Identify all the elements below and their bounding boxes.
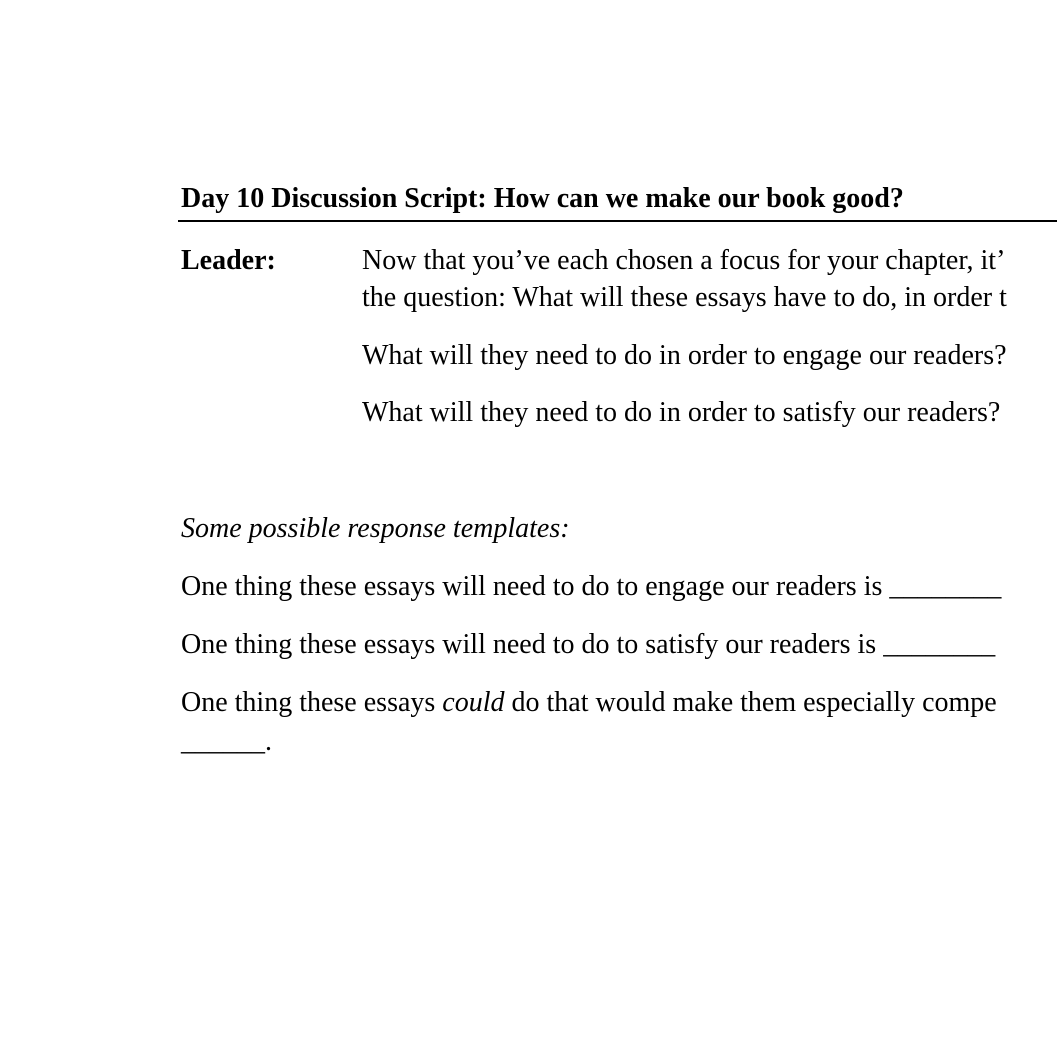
speaker-label: Leader: <box>181 245 276 276</box>
leader-question-satisfy: What will they need to do in order to satisfy our readers? <box>362 397 1001 428</box>
template-satisfy: One thing these essays will need to do to satisfy our readers is ________ <box>181 629 996 660</box>
templates-heading: Some possible response templates: <box>181 513 570 544</box>
leader-question-engage: What will they need to do in order to engage our readers? <box>362 340 1007 371</box>
leader-text-line-2: the question: What will these essays have to do, in order t <box>362 282 1007 313</box>
document-title: Day 10 Discussion Script: How can we make our book good? <box>181 183 904 214</box>
template-could-prefix: One thing these essays <box>181 687 443 718</box>
template-could-suffix: do that would make them especially compe <box>504 687 997 718</box>
leader-text-line-1: Now that you’ve each chosen a focus for your chapter, it’ <box>362 245 1006 276</box>
template-could-emphasis: could <box>442 687 505 718</box>
template-could-continuation: ______. <box>181 726 272 757</box>
template-could <box>181 687 997 719</box>
title-underline <box>178 220 1057 222</box>
template-engage: One thing these essays will need to do to engage our readers is ________ <box>181 571 1002 602</box>
